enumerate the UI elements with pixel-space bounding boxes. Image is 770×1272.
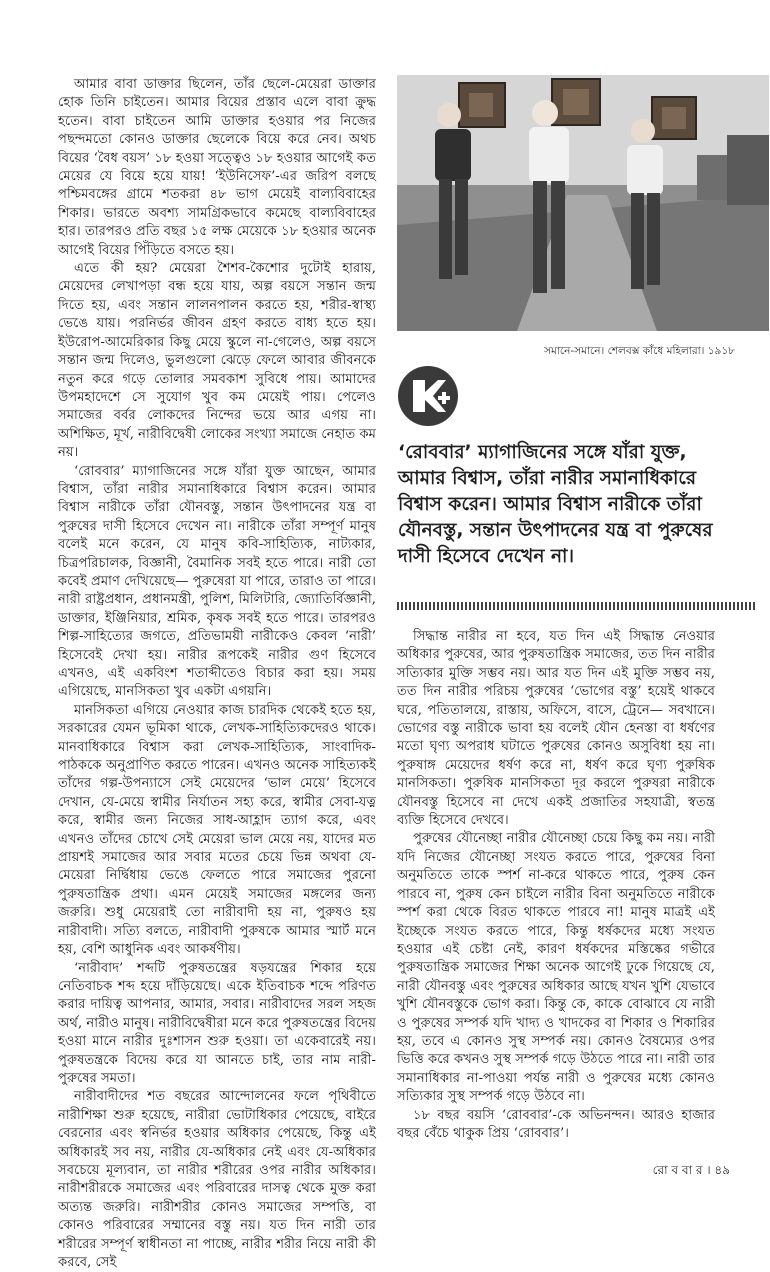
photo-caption: সমানে-সমানে। শেলবক্স কাঁধে মহিলারা। ১৯১৮	[544, 345, 735, 357]
paragraph: ‘নারীবাদ’ শব্দটি পুরুষতন্ত্রের ষড়যন্ত্রের শিকার হয়ে নেতিবাচক শব্দ হয়ে দাঁড়িয়েছে। একে ইতিবাচক শব্দে পরিণত করার দায়িত্ব আপনার, আমার, সবার। নারীবাদের সরল সহজ অর্থ, নারীও মানুষ। নারীবিদ্বেষীরা মনে করে পুরুষতন্ত্রের বিদেয় হওয়া মানে নারীর দুঃশাসন শুরু হওয়া। তা একেবারেই নয়। পুরুষতন্ত্রকে বিদেয় করে যা আনতে চাই, তার নাম নারী-পুরুষের সমতা।	[58, 960, 376, 1086]
robbar-logo-icon	[398, 366, 458, 426]
paragraph: নারীবাদীদের শত বছরের আন্দোলনের ফলে পৃথিবীতে নারীশিক্ষা শুরু হয়েছে, নারীরা ভোটাধিকার পেয়েছে, বাইরে বেরনোর এবং স্বনির্ভর হওয়ার অধিকার পেয়েছে, কিন্তু এই অধিকারই সব নয়, নারীর যে-অধিকার নেই এবং যে-অধিকার সবচেয়ে মূল্যবান, তা নারীর শরীরের ওপর নারীর অধিকার। নারীশরীরকে সমাজের এবং পরিবারের দাসত্ব থেকে মুক্ত করা অত্যন্ত জরুরি। নারীশরীর কোনও সমাজের সম্পত্তি, বা কোনও পরিবারের সম্মানের বস্তু নয়। যত দিন নারী তার শরীরের সম্পূর্ণ স্বাধীনতা না পাচ্ছে, নারীর শরীর নিয়ে নারী কী করবে, সেই	[58, 1089, 376, 1270]
paragraph: সিদ্ধান্ত নারীর না হবে, যত দিন এই সিদ্ধান্ত নেওয়ার অধিকার পুরুষের, আর পুরুষতান্ত্রিক সমাজের, তত দিন নারীর সত্যিকার মুক্তি সম্ভব নয়। আর যত দিন এই মুক্তি সম্ভব নয়, তত দিন নারীর পরিচয় পুরুষের ‘ভোগের বস্তু’ হয়েই থাকবে ঘরে, পতিতালয়ে, রাস্তায়, অফিসে, বাসে, ট্রেনে— সবখানে। ভোগের বস্তু নারীকে ভাবা হয় বলেই যৌন হেনস্তা বা ধর্ষণের মতো ঘৃণ্য অপরাধ ঘটাতে পুরুষের কোনও অসুবিধা হয় না। পুরুষাঙ্গ মেয়েদের ধর্ষণ করে না, ধর্ষণ করে ঘৃণ্য পুরুষিক মানসিকতা। পুরুষিক মানসিকতা দূর করলে পুরুষরা নারীকে যৌনবস্তু হিসেবে না দেখে একই প্রজাতির সহযাত্রী, স্বতন্ত্র ব্যক্তি হিসেবে দেখবে।	[397, 629, 715, 829]
pull-quote-divider	[397, 602, 757, 610]
historical-photo	[397, 75, 769, 331]
women-carrying-shellboxes-illustration	[397, 75, 769, 331]
paragraph: এতে কী হয়? মেয়েরা শৈশব-কৈশোর দুটোই হারায়, মেয়েদের লেখাপড়া বন্ধ হয়ে যায়, অল্প বয়সে সন্তান জন্ম দিতে হয়, এবং সন্তান লালনপালন করতে হয়, শরীর-স্বাস্থ্য ভেঙে যায়। পরনির্ভর জীবন গ্রহণ করতে বাধ্য হতে হয়। ইউরোপ-আমেরিকার কিছু মেয়ে স্কুলে না-গেলেও, অল্প বয়সে সন্তান জন্ম দিলেও, ভুলগুলো ঝেড়ে ফেলে আবার জীবনকে নতুন করে গড়ে তোলার সমবকাশ সুবিধে পায়। আমাদের উপমহাদেশে সে সুযোগ খুব কম মেয়েই পায়। পেলেও সমাজের বর্বর লোকদের নিন্দের ভয়ে আর এগয় না। অশিক্ষিত, মূর্খ, নারীবিদ্বেষী লোকের সংখ্যা সমাজে নেহাত কম নয়।	[58, 261, 376, 461]
pull-quote: ‘রোববার’ ম্যাগাজিনের সঙ্গে যাঁরা যুক্ত, আমার বিশ্বাস, তাঁরা নারীর সমানাধিকারে বিশ্বাস করেন। আমার বিশ্বাস নারীকে তাঁরা যৌনবস্তু, সন্তান উৎপাদনের যন্ত্র বা পুরুষের দাসী হিসেবে দেখেন না।	[398, 442, 713, 567]
paragraph: আমার বাবা ডাক্তার ছিলেন, তাঁর ছেলে-মেয়েরা ডাক্তার হোক তিনি চাইতেন। আমার বিয়ের প্রস্তাব এলে বাবা ক্রুদ্ধ হতেন। বাবা চাইতেন আমি ডাক্তার হওয়ার পর নিজের পছন্দমতো কোনও ডাক্তার ছেলেকে বিয়ে করে নেব। অথচ বিয়ের ‘বৈধ বয়স’ ১৮ হওয়া সত্ত্বেও ১৮ হওয়ার আগেই কত মেয়ের যে বিয়ে হয়ে যায়! ‘ইউনিসেফ’-এর জরিপ বলছে পশ্চিমবঙ্গের গ্রামে শতকরা ৪৮ ভাগ মেয়েই বাল্যবিবাহের শিকার। ভারতে অবশ্য সামগ্রিকভাবে কমেছে বাল্যবিবাহের হার। তারপরও প্রতি বছর ১৫ লক্ষ মেয়েকে ১৮ হওয়ার অনেক আগেই বিয়ের পিঁড়িতে বসতে হয়।	[58, 77, 376, 258]
page-footer-label: রো ব বা র । ৪৯	[652, 1163, 730, 1177]
article-column-right	[397, 628, 715, 1143]
paragraph: ‘রোববার’ ম্যাগাজিনের সঙ্গে যাঁরা যুক্ত আছেন, আমার বিশ্বাস, তাঁরা নারীর সমানাধিকারে বিশ্বাস করেন। আমার বিশ্বাস নারীকে তাঁরা যৌনবস্তু, সন্তান উৎপাদনের যন্ত্র বা পুরুষের দাসী হিসেবে দেখেন না। নারীকে তাঁরা সম্পূর্ণ মানুষ বলেই মনে করেন, যে মানুষ কবি-সাহিত্যিক, নাট্যকার, চিত্রপরিচালক, বিজ্ঞানী, বৈমানিক সবই হতে পারে। নারী তো কবেই প্রমাণ দেখিয়েছে— পুরুষেরা যা পারে, তারাও তা পারে। নারী রাষ্ট্রপ্রধান, প্রধানমন্ত্রী, পুলিশ, মিলিটারি, জ্যোতির্বিজ্ঞানী, ডাক্তার, ইঞ্জিনিয়ার, শ্রমিক, কৃষক সবই হতে পারে। তারপরও শিল্প-সাহিত্যের জগতে, প্রতিভাময়ী নারীকেও কেবল ‘নারী’ হিসেবেই দেখা হয়। নারীর রূপকেই নারীর গুণ হিসেবে এখনও, এই একবিংশ শতাব্দীতেও বিচার করা হয়। সময় এগিয়েছে, মানসিকতা খুব একটা এগয়নি।	[58, 463, 376, 700]
paragraph: মানসিকতা এগিয়ে নেওয়ার কাজ চারদিক থেকেই হতে হয়, সরকারের যেমন ভূমিকা থাকে, লেখক-সাহিত্যিকদেরও থাকে। মানবাধিকারে বিশ্বাস করা লেখক-সাহিত্যিক, সাংবাদিক-পাঠককে অনুপ্রাণিত করতে পারেন। এখনও অনেক সাহিত্যকই তাঁদের গল্প-উপন্যাসে সেই মেয়েদের ‘ভাল মেয়ে’ হিসেবে দেখান, যে-মেয়ে স্বামীর নির্যাতন সহ্য করে, স্বামীর সেবা-যত্ন করে, স্বামীর জন্য নিজের সাধ-আহ্লাদ ত্যাগ করে, এবং এখনও তাঁদের চোখে সেই মেয়েরা ভাল মেয়ে নয়, যাদের মত প্রায়শই সমাজের আর সবার মতের চেয়ে ভিন্ন অথবা যে-মেয়েরা নির্দ্বিধায় ভেঙে ফেলতে পারে সমাজের পুরনো পুরুষতান্ত্রিক প্রথা। এমন মেয়েই সমাজের মঙ্গলের জন্য জরুরি। শুধু মেয়েরাই তো নারীবাদী হয় না, পুরুষও হয় নারীবাদী। সত্যি বলতে, নারীবাদী পুরুষকে আমার স্মার্ট মনে হয়, বেশি আধুনিক এবং আকর্ষণীয়।	[58, 702, 376, 958]
article-column-left	[58, 76, 376, 1272]
paragraph: ১৮ বছর বয়সি ‘রোববার’-কে অভিনন্দন। আরও হাজার বছর বেঁচে থাকুক প্রিয় ‘রোববার’।	[397, 1107, 715, 1141]
paragraph: পুরুষের যৌনেচ্ছা নারীর যৌনেচ্ছা চেয়ে কিছু কম নয়। নারী যদি নিজের যৌনেচ্ছা সংযত করতে পারে, পুরুষের বিনা অনুমতিতে তাকে স্পর্শ না-করে থাকতে পারে, পুরুষ কেন পারবে না, পুরুষ কেন চাইলে নারীর বিনা অনুমতিতে নারীকে স্পর্শ করা থেকে বিরত থাকতে পারবে না! মানুষ মাত্রই এই ইচ্ছেকে সংযত করতে পারে, কিন্তু ধর্ষকদের মধ্যে সংযত হওয়ার এই চেষ্টা নেই, কারণ ধর্ষকদের মস্তিষ্কের গভীরে পুরুষতান্ত্রিক সমাজের শিক্ষা অনেক আগেই ঢুকে গিয়েছে যে, নারী যৌনবস্তু এবং পুরুষের অধিকার আছে যখন খুশি যেভাবে খুশি যৌনবস্তুকে ভোগ করা। কিন্তু কে, কাকে বোঝাবে যে নারী ও পুরুষের সম্পর্ক যদি খাদ্য ও খাদকের বা শিকার ও শিকারির হয়, তবে এ কোনও সুস্থ সম্পর্ক নয়। কোনও বৈষম্যের ওপর ভিত্তি করে কখনও সুস্থ সম্পর্ক গড়ে উঠতে পারে না। নারী তার সমানাধিকার না-পাওয়া পর্যন্ত নারী ও পুরুষের মধ্যে কোনও সত্যিকার সুস্থ সম্পর্ক গড়ে উঠবে না।	[397, 831, 715, 1105]
